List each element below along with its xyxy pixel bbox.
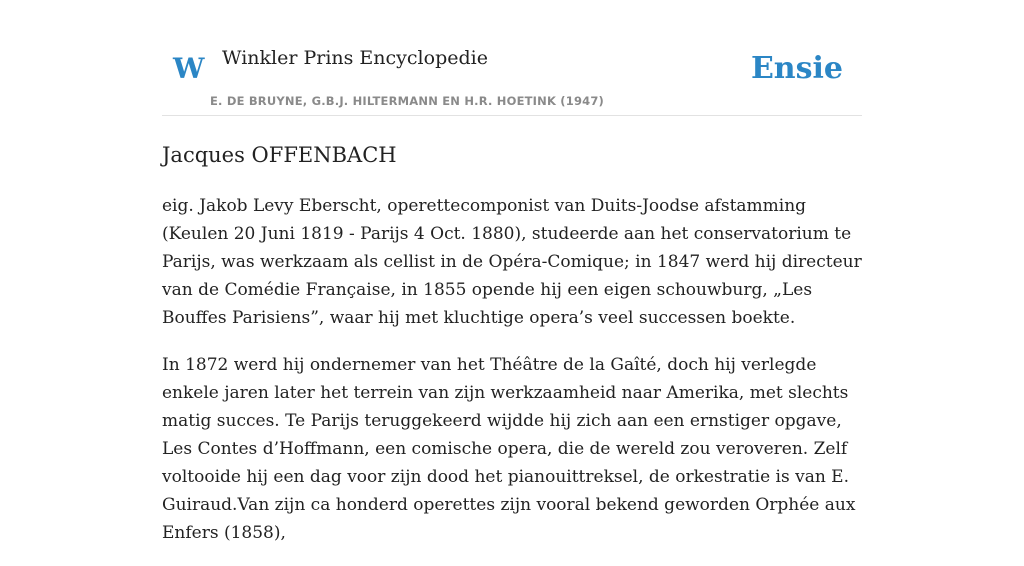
source-title[interactable]: Winkler Prins Encyclopedie — [222, 47, 488, 69]
article-paragraph-2: In 1872 werd hij ondernemer van het Théâtre de la Gaîté, doch hij verlegde enkele jaren later het terrein van zijn werkzaamheid naar Amerika, met slechts matig succes. Te Parijs teruggekeerd wijdde hij zich aan een ernstiger opgave, Les Contes d’Hoffmann, een comische opera, die de wereld zou veroveren. Zelf voltooide hij een dag voor zijn dood het pianouittreksel, de orkestratie is van E. Guiraud.Van zijn ca honderd operettes zijn vooral bekend geworden Orphée aux Enfers (1858), — [162, 355, 856, 543]
article-body — [162, 192, 862, 566]
page-container — [162, 0, 862, 543]
source-header — [162, 0, 862, 116]
article-paragraph-1: eig. Jakob Levy Eberscht, operettecomponist van Duits-Joodse afstamming (Keulen 20 Juni 1819 - Parijs 4 Oct. 1880), studeerde aan het conservatorium te Parijs, was werkzaam als cellist in de Opéra-Comique; in 1847 werd hij directeur van de Comédie Française, in 1855 opende hij een eigen schouwburg, „Les Bouffes Parisiens”, waar hij met kluchtige opera’s veel successen boekte. — [162, 196, 862, 328]
ensie-logo-link[interactable]: Ensie — [750, 51, 843, 86]
source-logo-icon: W — [173, 52, 205, 85]
article-title: Jacques OFFENBACH — [162, 143, 397, 167]
source-authors: E. DE BRUYNE, G.B.J. HILTERMANN EN H.R. HOETINK (1947) — [210, 94, 605, 108]
